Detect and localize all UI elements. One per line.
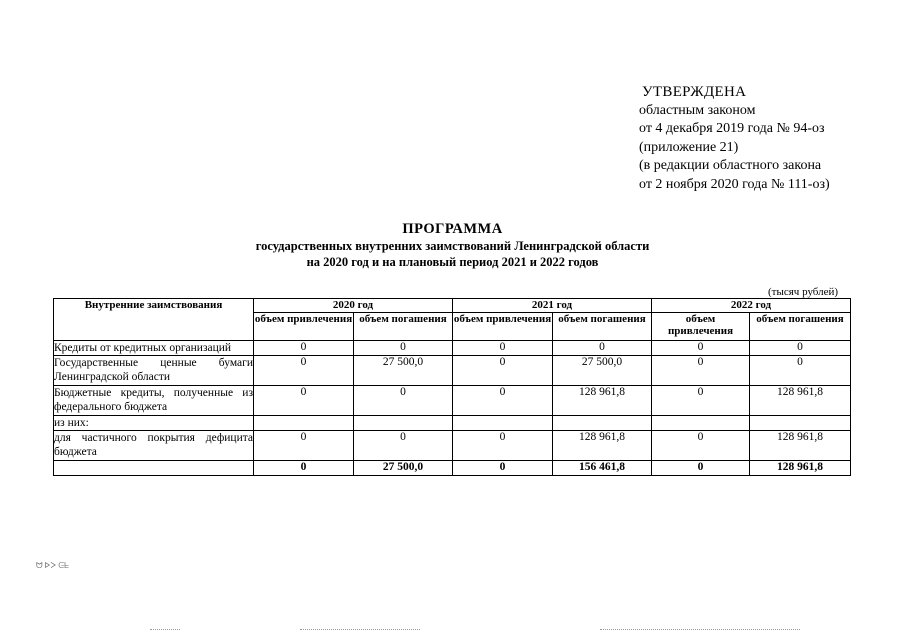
row-label: из них: [54, 416, 254, 431]
cell-value: 128 961,8 [750, 431, 851, 461]
cell-value: 128 961,8 [553, 386, 652, 416]
document-title [150, 221, 755, 270]
cell-value [553, 416, 652, 431]
cell-value: 0 [354, 431, 453, 461]
cell-value: 0 [453, 431, 553, 461]
row-label: Бюджетные кредиты, полученные из федерального бюджета [54, 386, 254, 416]
cell-value [254, 416, 354, 431]
approval-heading: УТВЕРЖДЕНА [642, 84, 747, 100]
cell-value: 0 [254, 356, 354, 386]
table-row [54, 431, 851, 461]
title-line-2: государственных внутренних заимствований Ленинградской области [255, 239, 650, 253]
header-repay: объем погашения [553, 313, 652, 341]
table-row [54, 386, 851, 416]
header-year: 2020 год [254, 299, 453, 313]
cell-value: 0 [354, 341, 453, 356]
cell-value: 128 961,8 [750, 386, 851, 416]
cell-value: 0 [354, 386, 453, 416]
approval-line: от 2 ноября 2020 года № 111-оз) [639, 176, 830, 192]
scan-artifact [300, 629, 420, 631]
total-value: 128 961,8 [750, 461, 851, 476]
cell-value [453, 416, 553, 431]
header-attract: объем привлечения [254, 313, 354, 341]
row-label: для частичного покрытия дефицита бюджета [54, 431, 254, 461]
header-repay: объем погашения [354, 313, 453, 341]
approval-block [639, 83, 830, 194]
cell-value [354, 416, 453, 431]
scan-artifact [600, 629, 800, 631]
cell-value: 0 [453, 341, 553, 356]
approval-line: областным законом [639, 102, 756, 118]
table-row [54, 416, 851, 431]
cell-value: 128 961,8 [553, 431, 652, 461]
total-row [54, 461, 851, 476]
row-label: Кредиты от кредитных организаций [54, 341, 254, 356]
total-value: 0 [652, 461, 750, 476]
header-attract: объем привлечения [453, 313, 553, 341]
cell-value: 0 [652, 431, 750, 461]
row-label: Государственные ценные бумаги Ленинградской области [54, 356, 254, 386]
total-value: 27 500,0 [354, 461, 453, 476]
cell-value [750, 416, 851, 431]
cell-value: 27 500,0 [553, 356, 652, 386]
cell-value: 27 500,0 [354, 356, 453, 386]
approval-line: (приложение 21) [639, 139, 739, 155]
approval-line: от 4 декабря 2019 года № 94-оз [639, 121, 825, 136]
cell-value: 0 [553, 341, 652, 356]
cell-value: 0 [652, 356, 750, 386]
total-value: 0 [254, 461, 354, 476]
cell-value: 0 [652, 341, 750, 356]
cell-value: 0 [652, 386, 750, 416]
margin-marks: ᗢ ᐅᐳ ᕮᖶ [36, 561, 69, 570]
title-line-3: на 2020 год и на плановый период 2021 и 2022 годов [306, 255, 599, 269]
header-repay: объем погашения [750, 313, 851, 341]
total-value: 156 461,8 [553, 461, 652, 476]
table-row [54, 356, 851, 386]
cell-value: 0 [254, 431, 354, 461]
total-value: 0 [453, 461, 553, 476]
cell-value: 0 [750, 356, 851, 386]
approval-line: (в редакции областного закона [639, 158, 822, 173]
cell-value: 0 [254, 386, 354, 416]
title-line-1: ПРОГРАММА [402, 221, 503, 237]
header-year: 2022 год [652, 299, 851, 313]
cell-value: 0 [453, 386, 553, 416]
cell-value: 0 [750, 341, 851, 356]
header-attract: объем привлечения [652, 313, 750, 341]
cell-value: 0 [254, 341, 354, 356]
total-label [54, 461, 254, 476]
borrowing-table [53, 298, 851, 476]
units-note: (тысяч рублей) [768, 286, 839, 298]
cell-value [652, 416, 750, 431]
cell-value: 0 [453, 356, 553, 386]
table-row [54, 341, 851, 356]
header-year: 2021 год [453, 299, 652, 313]
scan-artifact [150, 629, 180, 631]
header-borrowings: Внутренние заимствования [54, 299, 254, 341]
